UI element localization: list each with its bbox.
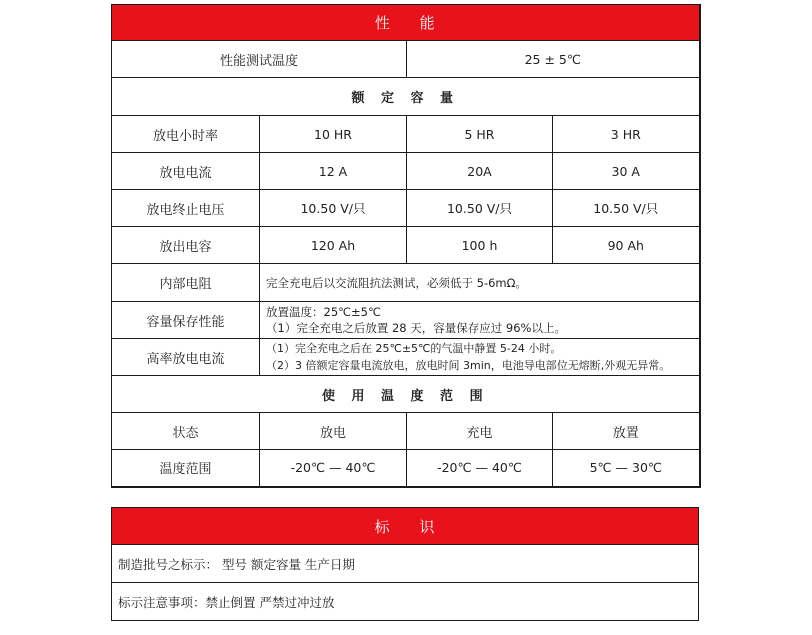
state-label: 状态: [112, 413, 260, 450]
state-cell: 放电: [260, 413, 407, 450]
state-cell: 充电: [407, 413, 553, 450]
rate-cell: 10 HR: [260, 116, 407, 153]
current-cell: 12 A: [260, 153, 407, 190]
performance-title-a: 性: [374, 14, 391, 32]
rate-cell: 3 HR: [553, 116, 700, 153]
internal-resistance-text: 完全充电后以交流阻抗法测试，必须低于 5-6mΩ。: [260, 264, 700, 302]
rate-label: 放电小时率: [112, 116, 260, 153]
test-temp-label: 性能测试温度: [112, 41, 407, 78]
end-voltage-cell: 10.50 V/只: [407, 190, 553, 227]
high-rate-label: 高率放电电流: [112, 339, 260, 376]
state-cell: 放置: [553, 413, 700, 450]
high-rate-text: [260, 339, 700, 376]
capacity-cell: 120 Ah: [260, 227, 407, 264]
storage-label: 容量保存性能: [112, 302, 260, 339]
storage-line-2: （1）完全充电之后放置 28 天，容量保存应过 96%以上。: [266, 321, 566, 335]
internal-resistance-label: 内部电阻: [112, 264, 260, 302]
current-cell: 30 A: [553, 153, 700, 190]
performance-table: [111, 4, 701, 488]
temp-range-cell: 5℃ — 30℃: [553, 450, 700, 487]
marking-line-2: 标示注意事项：禁止倒置 严禁过冲过放: [112, 583, 699, 621]
end-voltage-label: 放电终止电压: [112, 190, 260, 227]
performance-title-b: 能: [419, 14, 436, 32]
temp-range-cell: -20℃ — 40℃: [407, 450, 553, 487]
marking-title-b: 识: [419, 517, 436, 536]
end-voltage-cell: 10.50 V/只: [260, 190, 407, 227]
marking-header: [112, 508, 699, 545]
performance-header: [112, 5, 700, 41]
storage-line-1: 放置温度：25℃±5℃: [266, 305, 381, 319]
capacity-label: 放出电容: [112, 227, 260, 264]
capacity-cell: 90 Ah: [553, 227, 700, 264]
temp-range-label: 温度范围: [112, 450, 260, 487]
current-cell: 20A: [407, 153, 553, 190]
temp-range-heading: 使 用 温 度 范 围: [112, 376, 700, 413]
storage-text: [260, 302, 700, 339]
temp-range-cell: -20℃ — 40℃: [260, 450, 407, 487]
capacity-cell: 100 h: [407, 227, 553, 264]
high-rate-line-2: （2）3 倍额定容量电流放电，放电时间 3min，电池导电部位无熔断,外观无异常。: [266, 359, 671, 372]
test-temp-value: 25 ± 5℃: [407, 41, 700, 78]
end-voltage-cell: 10.50 V/只: [553, 190, 700, 227]
marking-table: [111, 507, 699, 621]
marking-line-1: 制造批号之标示： 型号 额定容量 生产日期: [112, 545, 699, 583]
rate-cell: 5 HR: [407, 116, 553, 153]
high-rate-line-1: （1）完全充电之后在 25℃±5℃的气温中静置 5-24 小时。: [266, 342, 562, 355]
capacity-heading: 额 定 容 量: [112, 78, 700, 116]
marking-title-a: 标: [374, 517, 391, 536]
current-label: 放电电流: [112, 153, 260, 190]
